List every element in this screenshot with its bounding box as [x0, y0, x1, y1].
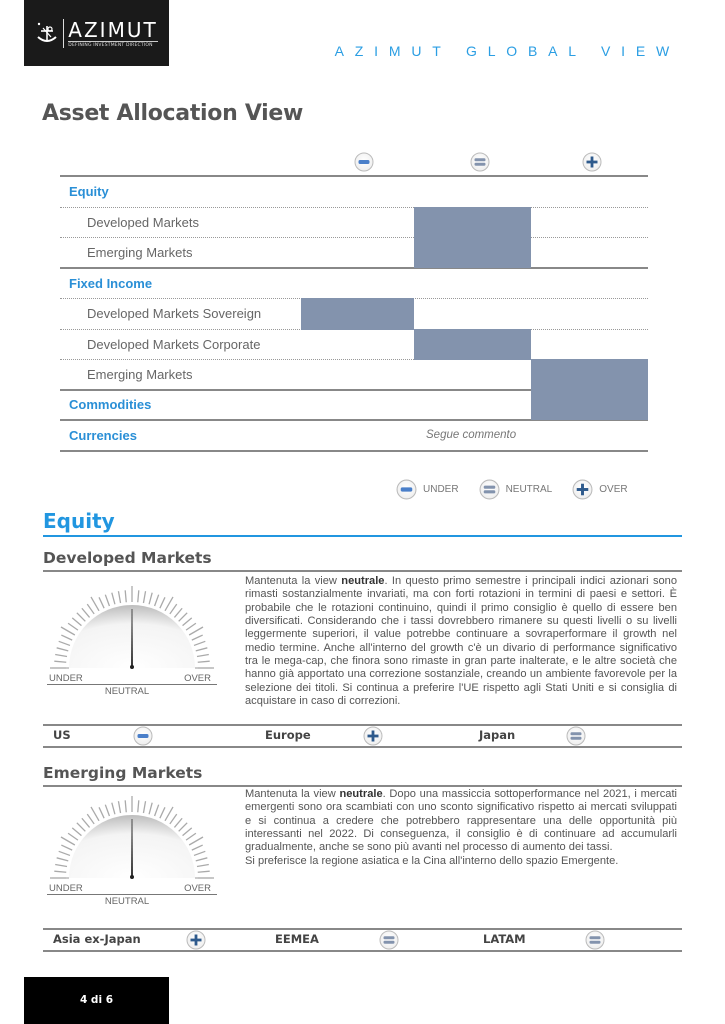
gauge-dial-icon: [47, 793, 217, 883]
subcategory-label: Developed Markets: [87, 214, 199, 230]
logo-tagline: DEFINING INVESTMENT DIRECTION: [68, 41, 157, 48]
subsection-divider: [43, 570, 682, 572]
equal-icon: [479, 479, 500, 500]
subsection-title-developed: Developed Markets: [43, 549, 212, 567]
minus-icon: [133, 726, 153, 746]
allocation-header: [60, 148, 648, 177]
plus-icon: [363, 726, 383, 746]
currencies-note: Segue commento: [426, 429, 517, 442]
plus-icon: [582, 152, 602, 172]
equal-icon: [585, 930, 605, 950]
gauge-scale: [47, 673, 217, 685]
legend-neutral-label: NEUTRAL: [505, 484, 553, 495]
allocation-row-fi-emerging: [60, 360, 648, 391]
region-asia-ex-japan: Asia ex-Japan: [53, 932, 141, 946]
view-bar-neutral: [414, 237, 531, 268]
allocation-row-currencies: [60, 421, 648, 452]
region-eemea: EEMEA: [275, 932, 319, 946]
region-japan: Japan: [479, 728, 516, 742]
region-latam: LATAM: [483, 932, 526, 946]
legend-over: [572, 479, 627, 500]
minus-icon: [354, 152, 374, 172]
gauge-emerging: [47, 793, 217, 907]
allocation-row-fi-dm-corporate: [60, 330, 648, 361]
page-title: Asset Allocation View: [42, 101, 304, 126]
gauge-developed: [47, 583, 217, 697]
allocation-row-fi-dm-sovereign: [60, 299, 648, 330]
category-label: Currencies: [69, 427, 137, 443]
equal-icon: [566, 726, 586, 746]
gauge-dial-icon: [47, 583, 217, 673]
view-legend: [396, 479, 648, 500]
allocation-row-commodities: [60, 391, 648, 422]
logo-wordmark: AZIMUT: [68, 17, 158, 42]
subcategory-label: Developed Markets Sovereign: [87, 306, 262, 322]
region-us: US: [53, 728, 71, 742]
subcategory-label: Emerging Markets: [87, 244, 193, 260]
gauge-scale: [47, 883, 217, 895]
azimut-logo: [24, 0, 169, 66]
legend-over-label: OVER: [599, 484, 628, 495]
subcategory-label: Emerging Markets: [87, 366, 193, 382]
equal-icon: [379, 930, 399, 950]
allocation-row-equity: [60, 177, 648, 208]
gauge-under-label: UNDER: [49, 883, 83, 894]
text-extra: Si preferisce la regione asiatica e la Cina all'interno dello spazio Emergente.: [245, 854, 619, 867]
legend-under: [396, 479, 459, 500]
text-body: . Dopo una massiccia sottoperformance nel 2021, i mercati emergenti sono ora scambiati con uno sconto significativo rispetto ai mercati sviluppati e si continua a credere che potrebbero rappresentare una delle opportunità più interessanti nel 2022. Di conseguenza, il consiglio è di continuare ad accumularli gradualmente, anche se sono più avanti nel processo di aumento dei tassi.: [245, 788, 677, 854]
allocation-row-fixed-income: [60, 269, 648, 300]
text-lead: Mantenuta la view: [245, 788, 340, 800]
minus-icon: [396, 479, 417, 500]
emerging-markets-commentary: [245, 788, 677, 868]
view-emphasis: neutrale: [341, 575, 385, 587]
gauge-neutral-label: NEUTRAL: [104, 686, 150, 697]
gauge-neutral-label: NEUTRAL: [104, 896, 150, 907]
category-label: Fixed Income: [69, 275, 153, 291]
view-bar-neutral: [414, 207, 531, 239]
gauge-over-label: OVER: [184, 673, 211, 684]
legend-under-label: UNDER: [423, 484, 459, 495]
view-bar-under: [301, 298, 414, 330]
text-lead: Mantenuta la view: [245, 575, 342, 587]
gauge-under-label: UNDER: [49, 673, 83, 684]
sextant-icon: [35, 21, 59, 45]
emerging-regions-row: [43, 928, 682, 952]
developed-regions-row: [43, 724, 682, 748]
category-label: Equity: [69, 184, 109, 200]
subcategory-label: Developed Markets Corporate: [87, 336, 261, 352]
view-bar-neutral: [414, 329, 531, 361]
developed-markets-commentary: [245, 575, 677, 708]
category-label: Commodities: [69, 397, 152, 413]
view-bar-over: [531, 390, 648, 421]
plus-icon: [572, 479, 593, 500]
view-bar-over: [531, 359, 648, 390]
view-emphasis: neutrale: [339, 788, 383, 800]
legend-neutral: [479, 479, 553, 500]
subsection-title-emerging: Emerging Markets: [43, 764, 203, 782]
gauge-over-label: OVER: [184, 883, 211, 894]
equal-icon: [470, 152, 490, 172]
text-body: . In questo primo semestre i principali indici azionari sono rimasti sostanzialmente invariati, ma con forti rotazioni in termini di paesi e settori. È probabile che le rotazioni continuino, quindi il primo consiglio è quello di essere ben diversificati. Considerando che i tassi dovrebbero rimanere su questi livelli o su livelli leggermente superiori, il value potrebbe continuare a sovraperformare il growth nel medio termine. Anche all'interno del growth c'è un divario di performance significativo tra le mega-cap, che finora sono rimaste in gran parte inalterate, e le altre società che hanno già apportato una correzione sostanziale, creando un ambiente favorevole per la selezione dei titoli. Si continua a preferire l'UE rispetto agli Stati Uniti e si consiglia di acquistare in caso di correzioni.: [245, 575, 677, 708]
page-number: 4 di 6: [24, 977, 169, 1024]
section-title-equity: Equity: [43, 509, 115, 533]
section-divider: [43, 535, 682, 537]
allocation-row-equity-emerging: [60, 238, 648, 269]
region-europe: Europe: [265, 728, 311, 742]
plus-icon: [186, 930, 206, 950]
allocation-row-equity-developed: [60, 208, 648, 239]
asset-allocation-table: [60, 148, 648, 452]
subsection-divider: [43, 785, 682, 787]
brand-title: AZIMUT GLOBAL VIEW: [334, 43, 680, 59]
